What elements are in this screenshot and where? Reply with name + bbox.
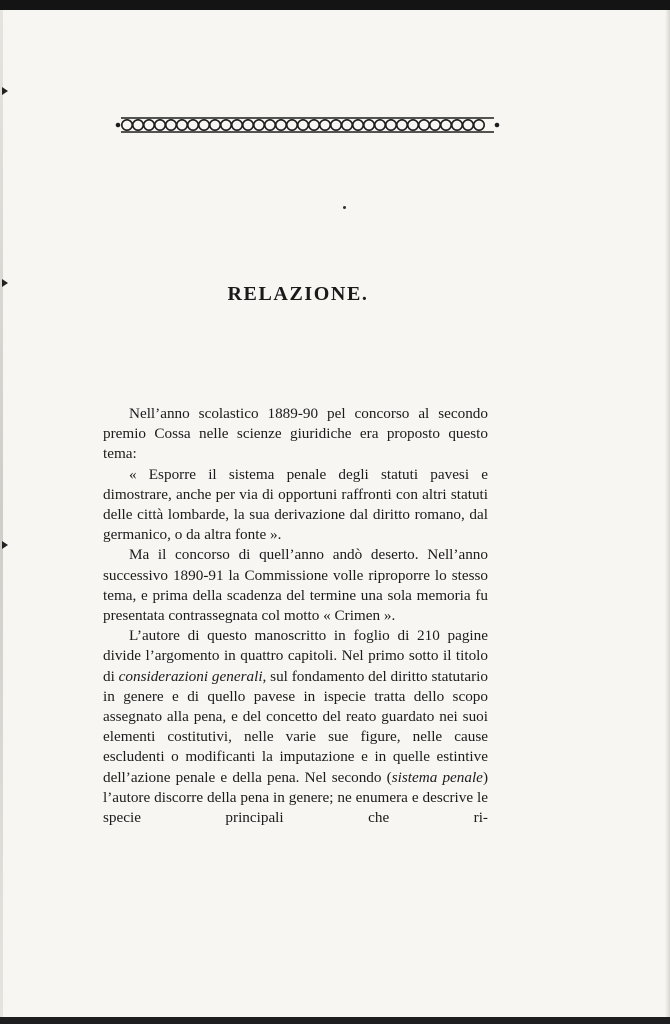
ornament-link [232,120,242,130]
italic-phrase: considerazioni generali [118,667,263,685]
paragraph [103,404,488,465]
page-right-edge [665,10,670,1017]
ornament-link [364,120,374,130]
decorative-dot [343,206,346,209]
page-title: RELAZIONE. [227,283,369,306]
ornament-link [155,120,165,130]
page-left-edge [0,10,3,1017]
body-text [103,404,488,828]
ornament-link [221,120,231,130]
ornament-link [430,120,440,130]
ornament-link [254,120,264,130]
ornament-link [177,120,187,130]
paragraph [103,545,488,626]
text-run: « Esporre il sistema penale degli statuti pavesi e dimostrare, anche per via di opportuni raffronti con altri statuti delle città lombarde, la sua derivazione dal diritto romano, dal germanico, o da altra fonte ». [103,465,488,544]
ornament-end-dot [116,123,121,128]
ornament-link [463,120,473,130]
ornament-link [331,120,341,130]
ornament-link [287,120,297,130]
text-run: Ma il concorso di quell’anno andò deserto. Nell’anno successivo 1890-91 la Commissione volle riproporre lo stesso tema, e prima della scadenza del termine una sola memoria fu presentata contrassegnata col motto « Crimen ». [103,546,488,625]
ornament-link [441,120,451,130]
text-run: ) l’autore discorre della pena in genere; ne enumera e descrive le specie principali che ri- [103,768,488,827]
text-run: , sul fondamento del diritto statutario in genere e di quello pavese in ispecie tratta dello scopo assegnato alla pena, e del concetto del reato guardato nei suoi elementi costitutivi, nelle varie sue figure, nelle cause escludenti o modificanti la imputazione e in quelle estintive dell’azione penale e della pena. Nel secondo ( [103,667,488,786]
text-run: Nell’anno scolastico 1889-90 pel concorso al secondo premio Cossa nelle scienze giuridiche era proposto questo tema: [103,405,488,463]
ornament-link [419,120,429,130]
ornament-link [144,120,154,130]
italic-phrase: sistema penale [391,768,483,786]
paragraph [103,465,488,546]
ornament-link [342,120,352,130]
ornament-link [309,120,319,130]
ornament-link [298,120,308,130]
ornament-end-dot [495,123,500,128]
ornament-link [353,120,363,130]
page-bottom-edge [0,1017,670,1024]
page-top-edge [0,0,670,10]
decorative-chain-border [115,115,500,135]
margin-arrow-mark [2,541,8,549]
ornament-link [133,120,143,130]
ornament-link [375,120,385,130]
ornament-link [452,120,462,130]
ornament-link [474,120,484,130]
ornament-link [188,120,198,130]
ornament-link [386,120,396,130]
ornament-link [320,120,330,130]
ornament-link [122,120,132,130]
margin-arrow-mark [2,87,8,95]
ornament-link [397,120,407,130]
ornament-link [199,120,209,130]
ornament-link [276,120,286,130]
ornament-link [265,120,275,130]
ornament-link [166,120,176,130]
ornament-link [210,120,220,130]
ornament-link [243,120,253,130]
ornament-link [408,120,418,130]
paragraph [103,626,488,828]
text-run: L’autore di questo manoscritto in foglio di 210 pagine divide l’argomento in quattro capitoli. Nel primo sotto il titolo di [103,627,488,685]
